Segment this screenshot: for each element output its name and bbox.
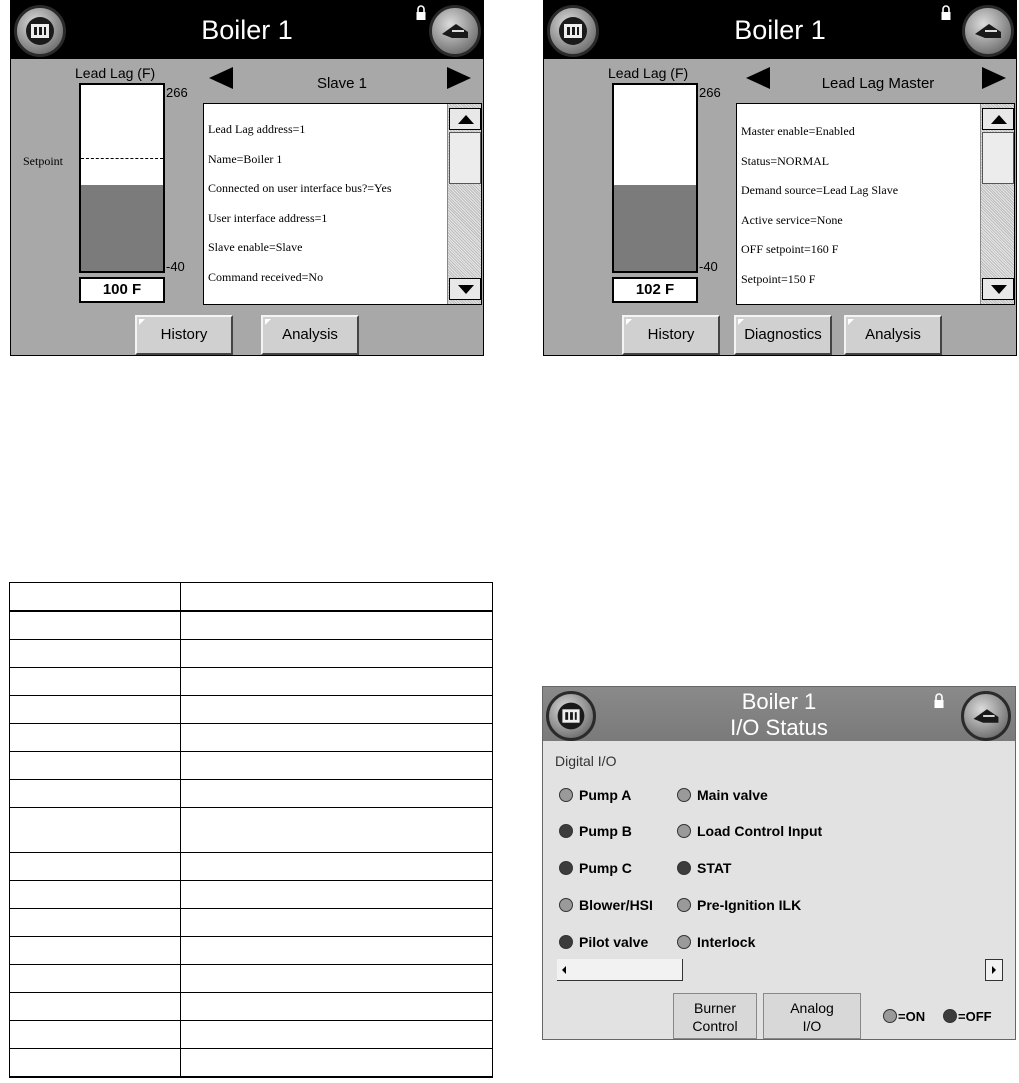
table-row <box>10 695 492 723</box>
diagnostics-button[interactable] <box>734 315 832 355</box>
info-line: Name=Boiler 1 <box>208 151 283 166</box>
screen-title: Boiler 1 <box>201 15 293 45</box>
vertical-scrollbar[interactable] <box>980 104 1014 304</box>
io-label: Load Control Input <box>697 823 823 839</box>
table-row <box>10 639 492 667</box>
corner-marker <box>265 319 271 325</box>
table-cell <box>180 1020 492 1048</box>
legend-label: =ON <box>898 1009 926 1024</box>
scroll-thumb[interactable] <box>557 959 683 981</box>
setpoint-line <box>81 158 163 159</box>
analog-io-button[interactable] <box>763 993 861 1039</box>
table-cell <box>10 852 180 880</box>
io-status-screen <box>542 686 1016 1040</box>
table-cell <box>180 992 492 1020</box>
button-label: History <box>160 326 208 343</box>
lock-icon <box>415 5 427 21</box>
io-label: Pilot valve <box>579 934 649 950</box>
io-label: Blower/HSI <box>579 897 653 913</box>
io-load-control-input <box>677 823 822 839</box>
info-line: Active service=None <box>741 212 843 227</box>
table-cell <box>10 611 180 639</box>
table-cell <box>180 1048 492 1076</box>
status-led-icon <box>677 788 691 802</box>
table-header-cell <box>10 583 180 611</box>
gauge-label: Lead Lag (F) <box>75 65 156 81</box>
corner-marker <box>848 319 854 325</box>
io-label: Pump A <box>579 787 632 803</box>
screen-title: Boiler 1 <box>741 689 817 714</box>
table-row <box>10 936 492 964</box>
button-label: Diagnostics <box>744 326 822 343</box>
io-label: Pre-Ignition ILK <box>697 897 802 913</box>
table-row <box>10 964 492 992</box>
back-button[interactable] <box>962 5 1014 57</box>
button-label: Analysis <box>282 326 338 343</box>
legend-label: =OFF <box>958 1009 992 1024</box>
previous-page-arrow-icon[interactable] <box>209 67 233 89</box>
arrow-right-icon <box>986 960 1002 980</box>
table-cell <box>10 639 180 667</box>
status-led-icon <box>943 1009 957 1023</box>
table-cell <box>10 992 180 1020</box>
lock-icon <box>933 693 945 709</box>
scroll-down-button[interactable] <box>449 278 481 300</box>
scroll-thumb[interactable] <box>449 132 481 184</box>
home-button[interactable] <box>547 5 599 57</box>
screen-title: Boiler 1 <box>734 15 826 45</box>
table-cell <box>180 880 492 908</box>
table-row <box>10 1020 492 1048</box>
table-cell <box>10 751 180 779</box>
table-row <box>10 807 492 852</box>
io-label: Main valve <box>697 787 768 803</box>
table-row <box>10 992 492 1020</box>
status-led-icon <box>559 898 573 912</box>
next-page-arrow-icon[interactable] <box>447 67 471 89</box>
info-line: OFF setpoint=160 F <box>741 242 839 256</box>
scale-min: -40 <box>166 259 185 274</box>
back-button[interactable] <box>961 691 1011 741</box>
status-led-icon <box>559 824 573 838</box>
table-row <box>10 908 492 936</box>
history-button[interactable] <box>622 315 720 355</box>
status-led-icon <box>677 861 691 875</box>
status-led-icon <box>677 935 691 949</box>
back-arrow-icon <box>965 8 1011 54</box>
table-header-row <box>10 583 492 611</box>
scroll-down-button[interactable] <box>982 278 1014 300</box>
info-line: Command received=No <box>208 269 324 284</box>
arrow-down-icon <box>458 285 474 294</box>
temperature-gauge <box>612 83 698 273</box>
parameter-table <box>9 582 493 1078</box>
button-label: Analog <box>790 1000 834 1016</box>
arrow-down-icon <box>991 285 1007 294</box>
gauge-label: Lead Lag (F) <box>608 65 689 81</box>
io-pre-ignition-ilk <box>677 897 801 913</box>
analysis-button[interactable] <box>261 315 359 355</box>
table-row <box>10 1048 492 1076</box>
section-label: Digital I/O <box>555 753 617 769</box>
status-led-icon <box>559 788 573 802</box>
table-row <box>10 751 492 779</box>
io-pump-c <box>559 860 632 876</box>
table-cell <box>180 964 492 992</box>
horizontal-scrollbar[interactable] <box>557 959 1003 981</box>
status-led-icon <box>883 1009 897 1023</box>
table-cell <box>10 936 180 964</box>
info-line: Connected on user interface bus?=Yes <box>208 181 392 195</box>
setpoint-label: Setpoint <box>23 154 64 168</box>
info-line: Slave enable=Slave <box>208 240 303 254</box>
table-cell <box>10 1048 180 1076</box>
status-led-icon <box>677 824 691 838</box>
gauge-fill <box>614 185 696 271</box>
table-row <box>10 611 492 639</box>
io-label: Interlock <box>697 934 756 950</box>
info-line: User interface address=1 <box>208 210 328 225</box>
info-line: Lead Lag address=1 <box>208 122 306 136</box>
table-cell <box>180 695 492 723</box>
table-row <box>10 667 492 695</box>
info-line: Setpoint=150 F <box>741 271 816 286</box>
info-list-box <box>736 103 1015 305</box>
page-title: Slave 1 <box>316 75 368 92</box>
slave-status-screen <box>10 0 484 356</box>
home-button[interactable] <box>546 691 596 741</box>
scroll-thumb[interactable] <box>982 132 1014 184</box>
scale-max: 266 <box>699 85 721 100</box>
table-cell <box>180 611 492 639</box>
back-button[interactable] <box>429 5 481 57</box>
status-led-icon <box>559 935 573 949</box>
vertical-scrollbar[interactable] <box>447 104 481 304</box>
button-label: Analysis <box>865 326 921 343</box>
back-arrow-icon <box>964 694 1008 738</box>
io-label: Pump C <box>579 860 632 876</box>
info-list-box <box>203 103 482 305</box>
info-line: Demand source=Lead Lag Slave <box>741 183 899 197</box>
status-led-icon <box>559 861 573 875</box>
lead-lag-master-screen <box>543 0 1017 356</box>
table-cell <box>180 779 492 807</box>
table-cell <box>10 1020 180 1048</box>
status-led-icon <box>677 898 691 912</box>
table-cell <box>180 852 492 880</box>
temperature-readout: 102 F <box>612 277 698 303</box>
info-line: Status=NORMAL <box>741 153 830 168</box>
arrow-up-icon <box>458 115 474 124</box>
io-stat <box>677 860 731 876</box>
table-row <box>10 723 492 751</box>
button-label: Control <box>692 1018 738 1034</box>
button-label: Burner <box>693 1000 737 1016</box>
table-row <box>10 779 492 807</box>
home-button[interactable] <box>14 5 66 57</box>
arrow-up-icon <box>991 115 1007 124</box>
scroll-up-button[interactable] <box>982 108 1014 130</box>
io-interlock <box>677 934 755 950</box>
back-arrow-icon <box>432 8 478 54</box>
table-cell <box>10 779 180 807</box>
table-cell <box>10 964 180 992</box>
io-main-valve <box>677 787 768 803</box>
parameter-table-grid <box>10 583 492 1077</box>
io-pump-a <box>559 787 631 803</box>
analysis-button[interactable] <box>844 315 942 355</box>
corner-marker <box>738 319 744 325</box>
table-cell <box>180 723 492 751</box>
table-cell <box>10 880 180 908</box>
scale-min: -40 <box>699 259 718 274</box>
table-cell <box>10 667 180 695</box>
gauge-fill <box>81 185 163 271</box>
boiler-home-icon <box>17 8 63 54</box>
table-cell <box>180 751 492 779</box>
page-title: Lead Lag Master <box>821 75 935 92</box>
io-label: Pump B <box>579 823 632 839</box>
corner-marker <box>139 319 145 325</box>
temperature-readout: 100 F <box>79 277 165 303</box>
table-row <box>10 852 492 880</box>
scroll-right-button[interactable] <box>985 959 1003 981</box>
table-row <box>10 880 492 908</box>
temperature-gauge <box>79 83 165 273</box>
table-cell <box>10 807 180 852</box>
button-label: I/O <box>802 1018 822 1034</box>
io-blower-hsi <box>559 897 653 913</box>
table-cell <box>180 908 492 936</box>
table-header-cell <box>180 583 492 611</box>
io-pilot-valve <box>559 934 648 950</box>
burner-control-button[interactable] <box>673 993 757 1039</box>
previous-page-arrow-icon[interactable] <box>746 67 770 89</box>
history-button[interactable] <box>135 315 233 355</box>
button-label: History <box>647 326 695 343</box>
table-cell <box>180 807 492 852</box>
corner-marker <box>626 319 632 325</box>
table-cell <box>180 667 492 695</box>
boiler-home-icon <box>550 8 596 54</box>
io-label: STAT <box>697 860 732 876</box>
arrow-left-icon <box>559 959 569 981</box>
io-pump-b <box>559 823 632 839</box>
screen-subtitle: I/O Status <box>730 715 828 740</box>
scroll-up-button[interactable] <box>449 108 481 130</box>
info-lines <box>208 122 392 299</box>
table-cell <box>10 908 180 936</box>
info-line: Master enable=Enabled <box>741 124 855 138</box>
info-lines <box>741 124 898 301</box>
table-cell <box>10 695 180 723</box>
legend-on <box>883 1009 925 1024</box>
next-page-arrow-icon[interactable] <box>982 67 1006 89</box>
table-cell <box>180 936 492 964</box>
boiler-home-icon <box>549 694 593 738</box>
legend-off <box>943 1009 992 1024</box>
table-cell <box>180 639 492 667</box>
scale-max: 266 <box>166 85 188 100</box>
table-cell <box>10 723 180 751</box>
lock-icon <box>940 5 952 21</box>
